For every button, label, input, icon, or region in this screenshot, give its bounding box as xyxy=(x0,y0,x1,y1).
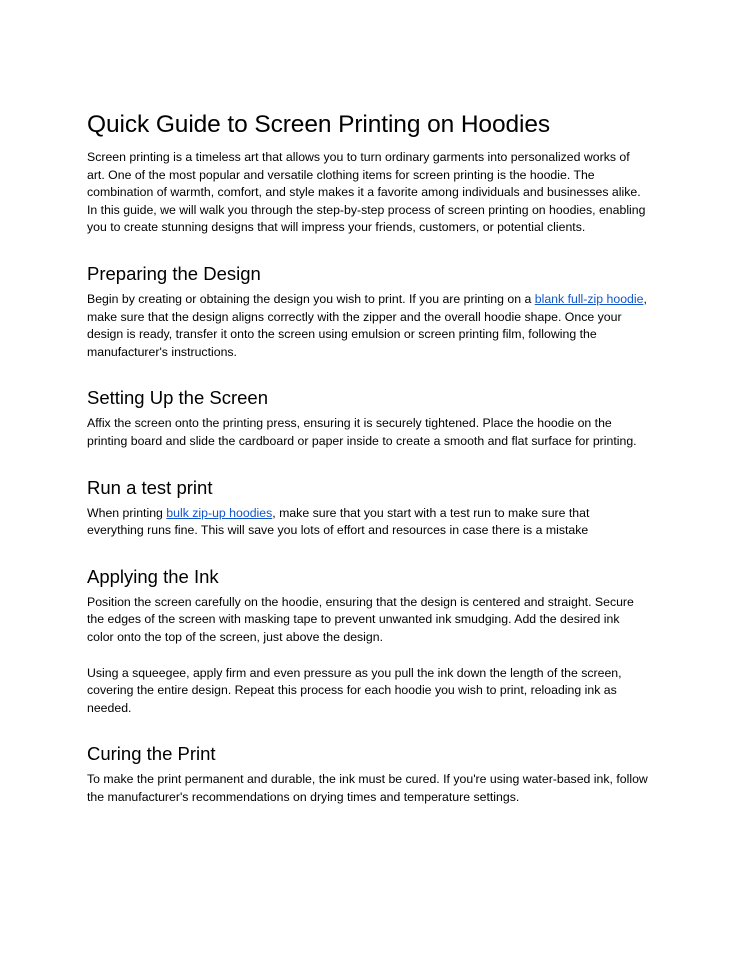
blank-full-zip-hoodie-link[interactable]: blank full-zip hoodie xyxy=(534,291,644,306)
intro-paragraph: Screen printing is a timeless art that allows you to turn ordinary garments into personalized works of art. One of the most popular and versatile clothing items for screen printing is the hoodie. The combination of warmth, comfort, and style makes it a favorite among individuals and businesses alike. In this guide, we will walk you through the step-by-step process of screen printing on hoodies, enabling you to create stunning designs that will impress your friends, customers, or potential clients. xyxy=(87,150,646,235)
applying-ink-paragraph-1: Position the screen carefully on the hoodie, ensuring that the design is centered and straight. Secure the edges of the screen with masking tape to prevent unwanted ink smudging. Add the desired ink color onto the top of the screen, just above the design. xyxy=(87,594,634,644)
document-page xyxy=(87,108,649,806)
preparing-design-text-before: Begin by creating or obtaining the design you wish to print. If you are printing on a xyxy=(87,291,535,306)
heading-curing-print: Curing the Print xyxy=(87,743,216,765)
run-test-print-text-before: When printing xyxy=(87,505,167,520)
document-title: Quick Guide to Screen Printing on Hoodies xyxy=(87,111,551,138)
run-test-print-text-after: , make sure that you start with a test run to make sure that everything runs fine. This will save you lots of effort and resources in case there is a mistake xyxy=(87,505,590,538)
heading-run-test-print: Run a test print xyxy=(87,476,213,498)
preparing-design-paragraph xyxy=(87,291,649,361)
heading-setting-up-screen: Setting Up the Screen xyxy=(87,387,268,409)
setting-up-screen-paragraph: Affix the screen onto the printing press, ensuring it is securely tightened. Place the hoodie on the printing board and slide the cardboard or paper inside to create a smooth and flat surface for printing. xyxy=(87,416,637,448)
curing-print-paragraph: To make the print permanent and durable, the ink must be cured. If you're using water-based ink, follow the manufacturer's recommendations on drying times and temperature settings. xyxy=(87,772,648,804)
heading-applying-ink: Applying the Ink xyxy=(87,565,219,587)
bulk-zip-up-hoodies-link[interactable]: bulk zip-up hoodies xyxy=(166,505,273,520)
applying-ink-paragraph-2: Using a squeegee, apply firm and even pressure as you pull the ink down the length of the screen, covering the entire design. Repeat this process for each hoodie you wish to print, reloading ink as needed. xyxy=(87,665,622,715)
run-test-print-paragraph xyxy=(87,505,649,540)
heading-preparing-design: Preparing the Design xyxy=(87,262,261,284)
preparing-design-text-after: , make sure that the design aligns correctly with the zipper and the overall hoodie shape. Once your design is ready, transfer it onto the screen using emulsion or screen printing film, following the manufacturer's instructions. xyxy=(87,291,647,359)
